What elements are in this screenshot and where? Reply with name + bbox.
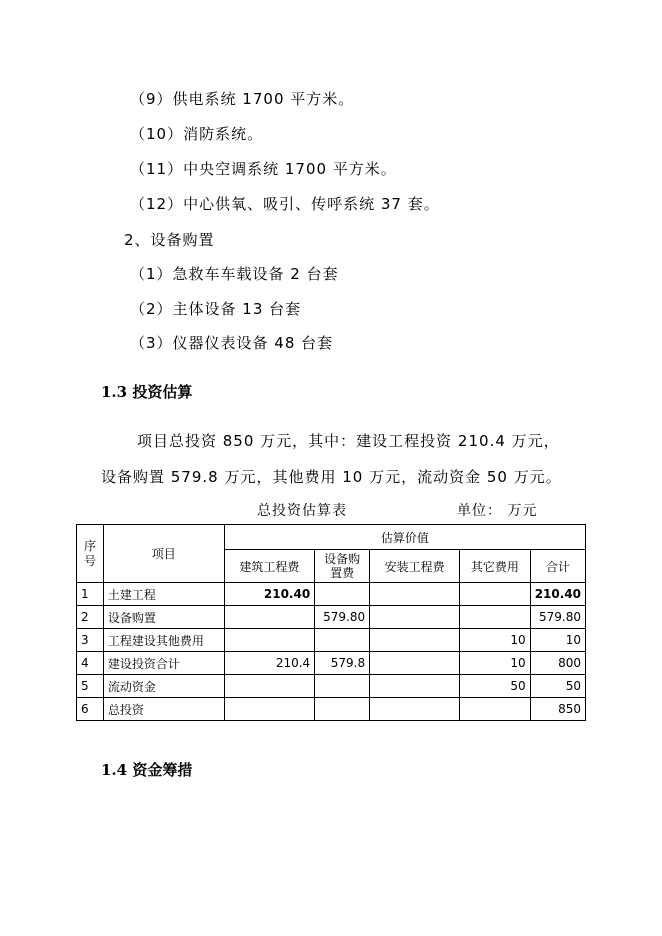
table-unit: 单位： 万元 xyxy=(457,503,538,519)
header-equip-cost: 设备购置费 xyxy=(315,550,370,583)
cell-build xyxy=(224,606,315,629)
header-install-cost: 安装工程费 xyxy=(370,550,460,583)
cell-seq: 5 xyxy=(77,675,104,698)
list-item-ambulance-equipment: （1）急救车车载设备 2 台套 xyxy=(130,265,339,283)
cell-install xyxy=(370,698,460,721)
cell-total: 50 xyxy=(530,675,585,698)
cell-other: 50 xyxy=(460,675,530,698)
cell-seq: 4 xyxy=(77,652,104,675)
table-row xyxy=(77,606,586,629)
header-build-cost: 建筑工程费 xyxy=(224,550,315,583)
table-row xyxy=(77,675,586,698)
cell-equip xyxy=(315,583,370,606)
cell-build xyxy=(224,698,315,721)
cell-install xyxy=(370,652,460,675)
cell-total: 800 xyxy=(530,652,585,675)
investment-table xyxy=(76,524,586,721)
cell-seq: 6 xyxy=(77,698,104,721)
header-seq: 序号 xyxy=(77,525,104,583)
cell-equip: 579.80 xyxy=(315,606,370,629)
cell-equip: 579.8 xyxy=(315,652,370,675)
cell-equip xyxy=(315,629,370,652)
cell-item: 工程建设其他费用 xyxy=(103,629,224,652)
table-row xyxy=(77,583,586,606)
cell-other: 10 xyxy=(460,652,530,675)
cell-item: 建设投资合计 xyxy=(103,652,224,675)
cell-build xyxy=(224,675,315,698)
cell-seq: 2 xyxy=(77,606,104,629)
cell-item: 总投资 xyxy=(103,698,224,721)
header-total: 合计 xyxy=(530,550,585,583)
list-item-oxygen-system: （12）中心供氧、吸引、传呼系统 37 套。 xyxy=(130,195,440,213)
list-item-main-equipment: （2）主体设备 13 台套 xyxy=(130,300,302,318)
cell-install xyxy=(370,629,460,652)
header-estimate-value: 估算价值 xyxy=(224,525,585,550)
heading-fund-raising: 1.4 资金筹措 xyxy=(101,761,193,779)
cell-item: 设备购置 xyxy=(103,606,224,629)
cell-total: 850 xyxy=(530,698,585,721)
cell-equip xyxy=(315,698,370,721)
list-item-fire-protection: （10）消防系统。 xyxy=(130,125,264,143)
cell-total: 210.40 xyxy=(530,583,585,606)
header-other-cost: 其它费用 xyxy=(460,550,530,583)
cell-seq: 3 xyxy=(77,629,104,652)
cell-other xyxy=(460,606,530,629)
cell-other xyxy=(460,698,530,721)
cell-equip xyxy=(315,675,370,698)
list-item-power-supply: （9）供电系统 1700 平方米。 xyxy=(130,90,355,108)
cell-item: 流动资金 xyxy=(103,675,224,698)
heading-investment-estimate: 1.3 投资估算 xyxy=(101,383,193,401)
cell-install xyxy=(370,675,460,698)
cell-build: 210.40 xyxy=(224,583,315,606)
cell-seq: 1 xyxy=(77,583,104,606)
table-row xyxy=(77,698,586,721)
cell-item: 土建工程 xyxy=(103,583,224,606)
cell-build: 210.4 xyxy=(224,652,315,675)
cell-total: 579.80 xyxy=(530,606,585,629)
table-row xyxy=(77,629,586,652)
list-item-instrument-equipment: （3）仪器仪表设备 48 台套 xyxy=(130,334,334,352)
cell-total: 10 xyxy=(530,629,585,652)
cell-build xyxy=(224,629,315,652)
table-row xyxy=(77,652,586,675)
list-item-central-ac: （11）中央空调系统 1700 平方米。 xyxy=(130,160,397,178)
cell-install xyxy=(370,583,460,606)
section-title-equipment: 2、设备购置 xyxy=(124,231,215,249)
header-item: 项目 xyxy=(103,525,224,583)
paragraph-line-1: 项目总投资 850 万元，其中：建设工程投资 210.4 万元， xyxy=(137,432,560,450)
cell-other xyxy=(460,583,530,606)
table-caption: 总投资估算表 xyxy=(257,503,347,519)
cell-other: 10 xyxy=(460,629,530,652)
cell-install xyxy=(370,606,460,629)
paragraph-line-2: 设备购置 579.8 万元，其他费用 10 万元，流动资金 50 万元。 xyxy=(101,468,562,486)
